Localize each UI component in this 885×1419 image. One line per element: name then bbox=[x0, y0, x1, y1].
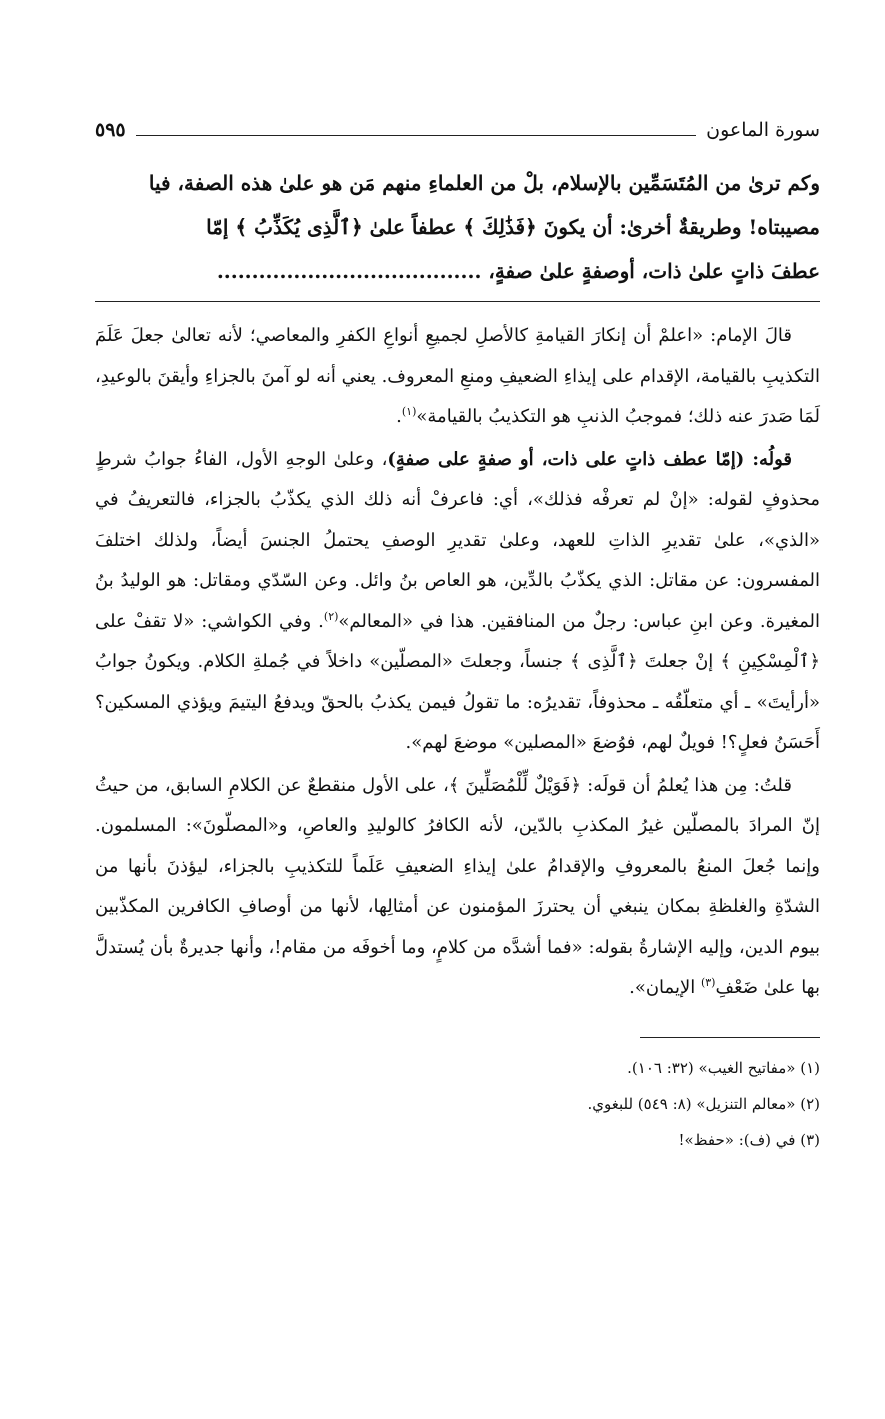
quoted-commentary-text bbox=[95, 161, 820, 293]
dotted-leader: ...................................... bbox=[216, 259, 482, 283]
header-rule bbox=[136, 135, 697, 136]
main-text bbox=[95, 316, 820, 1009]
quoted-line: وكم ترىٰ من المُتَسَمِّين بالإسلام، بلْ من العلماءِ منهم مَن هو علىٰ هذه الصفة، فيا bbox=[148, 171, 820, 195]
paragraph: قولُه: (إمّا عطف ذاتٍ على ذات، أو صفةٍ على صفةٍ)، وعلىٰ الوجهِ الأول، الفاءُ جوابُ شرطٍ محذوفٍ لقوله: «إنْ لم تعرفْه فذلك»، أي: فاعرفْ أنه ذلك الذي يكذّبُ بالجزاء، فالتعريفُ في «الذي»، علىٰ تقديرِ الذاتِ للعهد، وعلىٰ تقديرِ الوصفِ يحتملُ الجنسَ أيضاً، ولذلك اختلفَ المفسرون: عن مقاتل: الذي يكذّبُ بالدِّين، هو العاص بنُ وائل. وعن السّدّي ومقاتل: هو الوليدُ بنُ المغيرة. وعن ابنِ عباس: رجلٌ من المنافقين. هذا في «المعالم»$^{(٢)}$. وفي الكواشي: «لا تقفْ على ﴿ٱلْمِسْكِينِ ﴾ إنْ جعلتَ ﴿ٱلَّذِى ﴾ جنساً، وجعلتَ «المصلّين» داخلاً في جُملةِ الكلام. ويكونُ جوابُ «أرأيتَ» ـ أي متعلّقُه ـ محذوفاً، تقديرُه: ما تقولُ فيمن يكذبُ بالحقّ ويدفعُ اليتيمَ ويؤذي المسكين؟ أَحَسَنُ فعلٍ؟! فويلٌ لهم، فوُضعَ «المصلين» موضعَ لهم». bbox=[95, 448, 820, 753]
footnote: (٣) في (ف): «حفظ»! bbox=[678, 1130, 820, 1149]
section-divider bbox=[95, 301, 820, 302]
surah-title: سورة الماعون bbox=[706, 119, 820, 141]
paragraph: قالَ الإمام: «اعلمْ أن إنكارَ القيامةِ كالأصلِ لجميعِ أنواعِ الكفرِ والمعاصي؛ لأنه تعالىٰ جعلَ عَلَمَ التكذيبِ بالقيامة، الإقدام على إيذاءِ الضعيفِ ومنعِ المعروف. يعني أنه لو آمنَ بالجزاءِ وأيقنَ بالوعيدِ، لَمَا صَدرَ عنه ذلك؛ فموجبُ الذنبِ هو التكذيبُ بالقيامة»$^{(١)}$. bbox=[95, 325, 820, 427]
footnote: (٢) «معالم التنزيل» (٨: ٥٤٩) للبغوي. bbox=[587, 1094, 820, 1113]
book-page bbox=[95, 115, 820, 1158]
footnote-ref[interactable]: (١) bbox=[401, 405, 417, 418]
quoted-line: عطفَ ذاتٍ علىٰ ذات، أوصفةٍ علىٰ صفةٍ، ...................................... bbox=[216, 259, 820, 283]
footnote: (١) «مفاتيح الغيب» (٣٢: ١٠٦). bbox=[627, 1058, 820, 1077]
footnotes bbox=[95, 1050, 820, 1158]
quoted-lemma: قولُه: (إمّا عطف ذاتٍ على ذات، أو صفةٍ على صفةٍ) bbox=[387, 448, 792, 470]
running-header bbox=[95, 115, 820, 145]
quoted-line: مصيبتاه! وطريقةٌ أخرىٰ: أن يكونَ ﴿فَذَٰلِكَ ﴾ عطفاً علىٰ ﴿ٱلَّذِى يُكَذِّبُ ﴾ إمّا bbox=[206, 215, 820, 239]
footnote-separator bbox=[640, 1037, 820, 1038]
paragraph: قلتُ: مِن هذا يُعلمُ أن قولَه: ﴿فَوَيْلٌ لِّلْمُصَلِّينَ ﴾، على الأول منقطعٌ عن الكلامِ السابق، من حيثُ إنّ المرادَ بالمصلّين غيرُ المكذبِ بالدّين، لأنه الكافرُ كالوليدِ والعاصِ، و«المصلّونَ»: المسلمون. وإنما جُعلَ المنعُ بالمعروفِ والإقدامُ علىٰ إيذاءِ الضعيفِ عَلَماً للتكذيبِ بالجزاء، ليؤذنَ بأنها من الشدّةِ والغلظةِ بمكان ينبغي أن يحترزَ المؤمنون عن أمثالِها، لأنها من أوصافِ الكافرين المكذّبين بيوم الدين، وإليه الإشارةُ بقوله: «فما أشدَّه من كلامٍ، وما أخوفَه من مقام!، وأنها جديرةٌ بأن يُستدلَّ بها علىٰ ضَعْفِ$^{(٣)}$ الإيمان». bbox=[95, 774, 821, 998]
footnote-ref[interactable]: (٢) bbox=[323, 609, 339, 623]
page-number: ٥٩٥ bbox=[95, 119, 126, 141]
footnote-ref[interactable]: (٣) bbox=[700, 976, 716, 989]
